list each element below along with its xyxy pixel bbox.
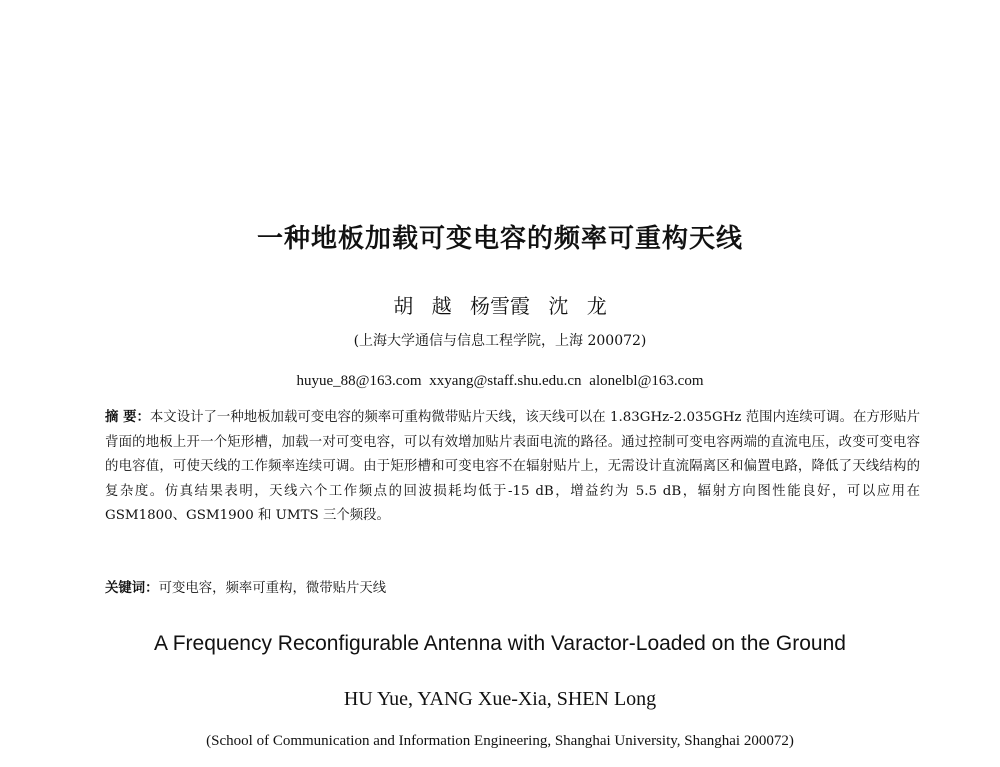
chinese-authors: 胡 越 杨雪霞 沈 龙 — [393, 294, 607, 318]
english-authors: HU Yue, YANG Xue-Xia, SHEN Long — [343, 688, 657, 710]
chinese-title: 一种地板加载可变电容的频率可重构天线 — [256, 224, 743, 254]
chinese-keywords — [105, 577, 920, 596]
keywords-text: 可变电容，频率可重构，微带贴片天线 — [158, 581, 387, 596]
english-affiliation: (School of Communication and Information Engineering, Shanghai University, Shanghai 200072) — [206, 733, 794, 749]
abstract-label: 摘 要： — [105, 410, 150, 425]
author-emails: huyue_88@163.com xxyang@staff.shu.edu.cn alonelbl@163.com — [296, 373, 704, 389]
english-title: A Frequency Reconfigurable Antenna with Varactor-Loaded on the Ground — [154, 632, 846, 655]
chinese-affiliation: (上海大学通信与信息工程学院，上海 200072) — [353, 333, 647, 349]
abstract-text: 本文设计了一种地板加载可变电容的频率可重构微带贴片天线，该天线可以在 1.83GHz-2.035GHz 范围内连续可调。在方形贴片背面的地板上开一个矩形槽，加载一对可变电容，可以有效增加贴片表面电流的路径。通过控制可变电容两端的直流电压，改变可变电容的电容值，可使天线的工作频率连续可调。由于矩形槽和可变电容不在辐射贴片上，无需设计直流隔离区和偏置电路，降低了天线结构的复杂度。仿真结果表明，天线六个工作频点的回波损耗均低于-15 dB，增益约为 5.5 dB，辐射方向图性能良好，可以应用在 GSM1800、GSM1900 和 UMTS 三个频段。 — [105, 410, 921, 523]
keywords-label: 关键词： — [105, 581, 159, 596]
chinese-abstract — [105, 406, 920, 529]
